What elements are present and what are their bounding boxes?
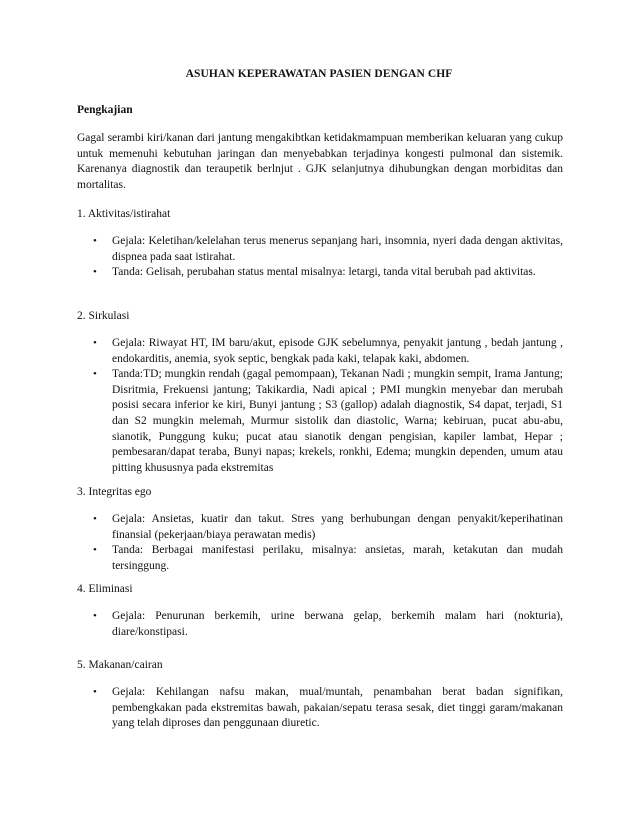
list-item: • Gejala: Penurunan berkemih, urine berwana gelap, berkemih malam hari (nokturia), diare/konstipasi. <box>77 609 563 640</box>
list-item: • Gejala: Ansietas, kuatir dan takut. Stres yang berhubungan dengan penyakit/keperihatinan finansial (pekerjaan/biaya perawatan medis) <box>77 512 563 543</box>
section-title-eliminasi: 4. Eliminasi <box>77 583 133 595</box>
section-title-aktivitas: 1. Aktivitas/istirahat <box>77 208 171 220</box>
list-item: • Gejala: Riwayat HT, IM baru/akut, episode GJK sebelumnya, penyakit jantung , bedah jantung , endokarditis, anemia, syok septic, bengkak pada kaki, telapak kaki, abdomen. <box>77 336 563 367</box>
section-title-integritas-ego: 3. Integritas ego <box>77 486 152 498</box>
list-makanan-cairan <box>77 685 563 732</box>
intro-paragraph: Gagal serambi kiri/kanan dari jantung mengakibtkan ketidakmampuan memberikan keluaran yang cukup untuk memenuhi kebutuhan jaringan dan menyebabkan terjadinya kongesti pulmonal dan sistemik. Karenanya diagnostik dan teraupetik berlnjut . GJK selanjutnya dihubungkan dengan morbiditas dan mortalitas. <box>77 132 563 191</box>
section-heading-pengkajian: Pengkajian <box>77 104 133 116</box>
list-item: • Tanda:TD; mungkin rendah (gagal pemompaan), Tekanan Nadi ; mungkin sempit, Irama Jantung; Disritmia, Frekuensi jantung; Takikardia, Nadi apical ; PMI mungkin menyebar dan merubah posisi secara inferior ke kiri, Bunyi jantung ; S3 (gallop) adalah diagnostik, S4 dapat, terjadi, S1 dan S2 mungkin melemah, Murmur sistolik dan diastolic, Warna; kebiruan, pucat abu-abu, sianotik, Punggung kuku; pucat atau sianotik dengan pengisian, kapiler lambat, Hepar ; pembesaran/dapat teraba, Bunyi napas; krekels, ronkhi, Edema; mungkin dependen, umum atau pitting khususnya pada ekstremitas <box>77 367 563 476</box>
list-item: • Tanda: Gelisah, perubahan status mental misalnya: letargi, tanda vital berubah pad aktivitas. <box>77 265 563 281</box>
list-item: • Gejala: Kehilangan nafsu makan, mual/muntah, penambahan berat badan signifikan, pembengkakan pada ekstremitas bawah, pakaian/sepatu terasa sesak, diet tinggi garam/makanan yang telah diproses dan penggunaan diuretic. <box>77 685 563 732</box>
section-title-sirkulasi: 2. Sirkulasi <box>77 310 130 322</box>
list-integritas-ego <box>77 512 563 574</box>
document-title: ASUHAN KEPERAWATAN PASIEN DENGAN CHF <box>185 68 453 80</box>
list-sirkulasi <box>77 336 563 476</box>
list-aktivitas <box>77 234 563 281</box>
list-item: • Tanda: Berbagai manifestasi perilaku, misalnya: ansietas, marah, ketakutan dan mudah tersinggung. <box>77 543 563 574</box>
section-title-makanan-cairan: 5. Makanan/cairan <box>77 659 163 671</box>
list-eliminasi <box>77 609 563 640</box>
list-item: • Gejala: Keletihan/kelelahan terus menerus sepanjang hari, insomnia, nyeri dada dengan aktivitas, dispnea pada saat istirahat. <box>77 234 563 265</box>
